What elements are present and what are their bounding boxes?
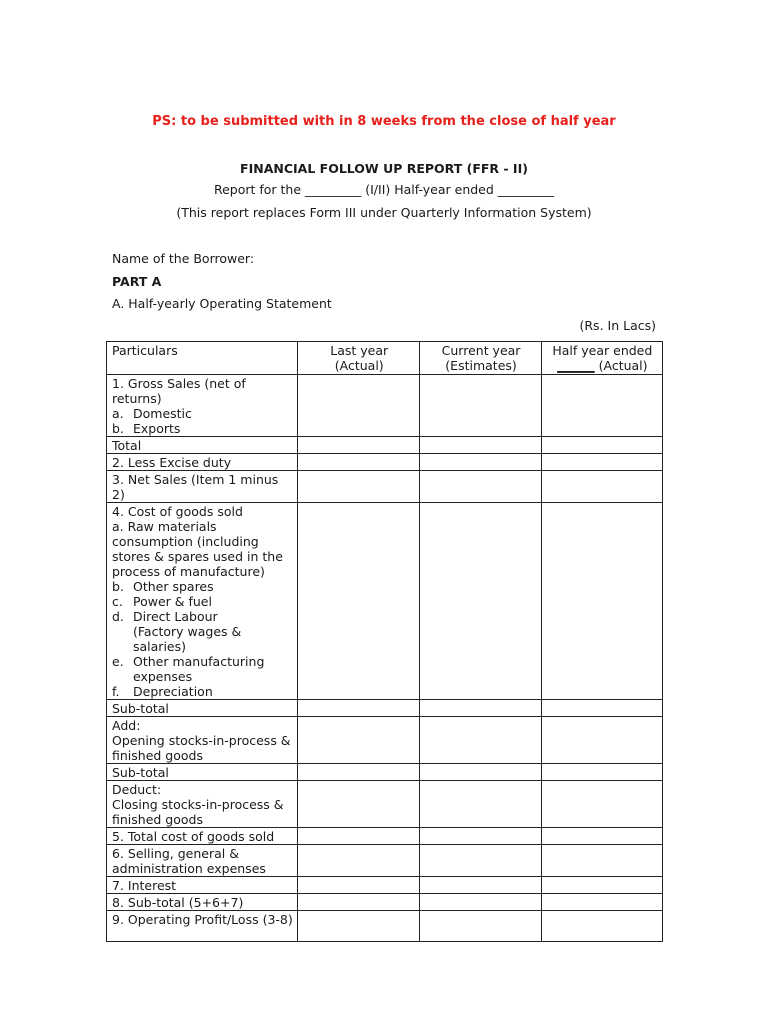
table-row: [107, 781, 663, 828]
header-current-year: Current year (Estimates): [420, 342, 541, 375]
table-row: [107, 894, 663, 911]
replaces-note: (This report replaces Form III under Quarterly Information System): [176, 205, 592, 220]
header-half-year: Half year ended ______ (Actual): [541, 342, 662, 375]
report-title: FINANCIAL FOLLOW UP REPORT (FFR - II): [240, 161, 528, 176]
row-less-excise: 2. Less Excise duty: [107, 454, 298, 471]
table-row: [107, 700, 663, 717]
unit-note: (Rs. In Lacs): [579, 318, 656, 333]
table-row: [107, 717, 663, 764]
table-row: [107, 877, 663, 894]
table-row: [107, 437, 663, 454]
report-period-line: Report for the _________ (I/II) Half-year ended _________: [213, 182, 555, 197]
header-last-year: Last year (Actual): [298, 342, 420, 375]
table-row: [107, 471, 663, 503]
row-selling-expenses: 6. Selling, general & administration expenses: [107, 845, 298, 877]
borrower-label: Name of the Borrower:: [112, 251, 255, 266]
operating-statement-table: [106, 341, 663, 942]
row-total-cost: 5. Total cost of goods sold: [107, 828, 298, 845]
table-row: [107, 375, 663, 437]
submission-note: PS: to be submitted with in 8 weeks from the close of half year: [152, 114, 616, 129]
row-cost-of-goods: 4. Cost of goods sold a. Raw materials consumption (including stores & spares used in the process of manufacture) b. Other spares c. Power & fuel d. Direct Labour (Factory wages & salaries) e. Other manufacturing expenses f. Depreciation: [107, 503, 298, 700]
row-gross-sales: 1. Gross Sales (net of returns) a. Domestic b. Exports: [107, 375, 298, 437]
row-subtotal-2: Sub-total: [107, 764, 298, 781]
header-particulars: Particulars: [107, 342, 298, 375]
row-net-sales: 3. Net Sales (Item 1 minus 2): [107, 471, 298, 503]
row-total: Total: [107, 437, 298, 454]
section-title: A. Half-yearly Operating Statement: [112, 296, 332, 311]
table-row: [107, 828, 663, 845]
part-label: PART A: [112, 274, 162, 289]
table-row: [107, 454, 663, 471]
row-deduct-closing-stocks: Deduct: Closing stocks-in-process & finished goods: [107, 781, 298, 828]
table-row: [107, 503, 663, 700]
table-row: [107, 845, 663, 877]
row-add-opening-stocks: Add: Opening stocks-in-process & finished goods: [107, 717, 298, 764]
table-row: [107, 911, 663, 942]
table-row: [107, 764, 663, 781]
table-header-row: [107, 342, 663, 375]
row-subtotal-3: 8. Sub-total (5+6+7): [107, 894, 298, 911]
row-subtotal-1: Sub-total: [107, 700, 298, 717]
row-operating-profit: 9. Operating Profit/Loss (3-8): [107, 911, 298, 942]
row-interest: 7. Interest: [107, 877, 298, 894]
